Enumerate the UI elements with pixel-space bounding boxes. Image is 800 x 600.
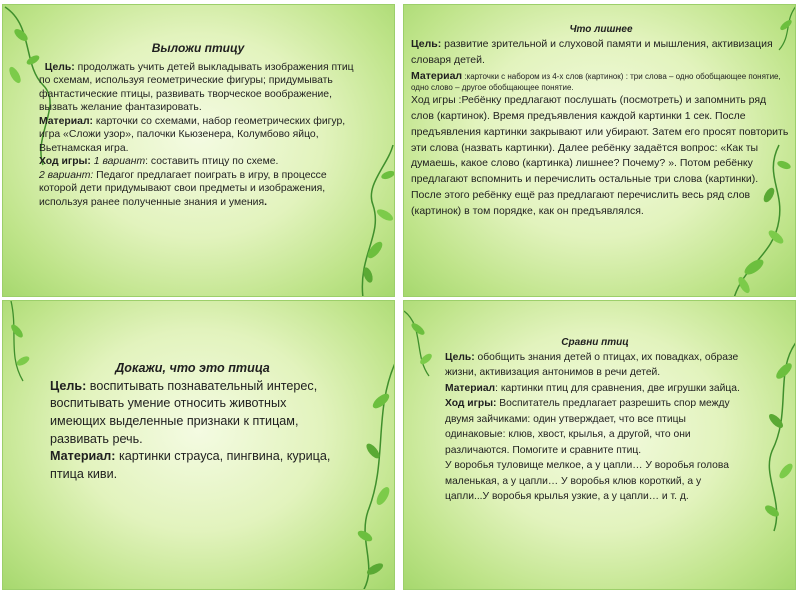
goal-label: Цель: (411, 38, 442, 50)
goal-text: развитие зрительной и слуховой памяти и мышления, активизация словаря детей. (411, 38, 773, 66)
play-paragraph: Ход игры :Ребёнку предлагают послушать (посмотреть) и запомнить ряд слов (картинок). Время предъявления каждой картинки 1 сек. После предъявления картинки закрывают или убирают. Затем его просят повторить эти слова (назвать картинки). Далее ребёнку задаётся вопрос: «Как ты думаешь, какое слово (картинка) лишнее? Почему? ». Потом ребёнку предлагают вспомнить и перечислить остальные три слова (картинки). После этого ребёнку ещё раз предлагают перечислить весь ряд слов (картинок) в том порядке, как он предъявлялся. (411, 94, 789, 217)
material-text: карточки со схемами, набор геометрических фигур, игра «Сложи узор», палочки Кьюзенера, Колумбово яйцо, Вьетнамская игра. (39, 115, 346, 154)
goal-text: воспитывать познавательный интерес, воспитывать умение относить животных имеющих выделенные признаки к птицам, развивать речь. (50, 378, 318, 446)
goal-paragraph (411, 37, 791, 69)
variant1-text: : составить птицу по схеме. (145, 156, 279, 168)
material-paragraph (445, 381, 745, 396)
card-dokazhi-chto-eto-ptitsa (2, 300, 395, 590)
goal-label: Цель: (445, 352, 475, 363)
material-text: : картинки птиц для сравнения, две игрушки зайца. (495, 382, 740, 394)
goal-text: продолжать учить детей выкладывать изображения птиц по схемам, используя геометрические фигуры; придумывать фантастические птицы, развивать творческое воображение, вызвать желание фантазировать. (39, 61, 354, 114)
material-paragraph (411, 69, 791, 94)
goal-paragraph (39, 61, 357, 115)
compare-paragraph: У воробья туловище мелкое, а у цапли… У воробья голова маленькая, а у цапли… У воробья клюв короткий, а у цапли...У воробья крылья узкие, а у цапли… и т. д. (445, 460, 729, 502)
play-label: Ход игры: (445, 398, 497, 410)
card-sravni-ptits (403, 300, 796, 590)
play-text: Воспитатель предлагает разрешить спор между двумя зайчиками: один утверждает, что все птицы одинаковые: клюв, хвост, крылья, а другой, что они различаются. Помогите и сравните птиц. (445, 398, 730, 456)
card-title: Докажи, что это птица (115, 361, 270, 375)
material-paragraph (39, 115, 357, 156)
goal-paragraph (445, 350, 745, 381)
variant2-end: . (264, 196, 267, 208)
goal-paragraph (50, 378, 335, 449)
card-content (50, 360, 335, 483)
card-title: Выложи птицу (151, 41, 245, 55)
goal-label: Цель: (44, 61, 75, 73)
material-label: Материал (411, 69, 463, 82)
material-text: :карточки с набором из 4-х слов (картинок) : три слова – одно обобщающее понятие, одно слово – другое обобщающее понятие. (411, 71, 781, 92)
material-label: Материал (445, 382, 496, 394)
play-paragraph (445, 396, 745, 458)
play-label: Ход игры: (39, 156, 91, 168)
material-paragraph (50, 448, 335, 483)
material-label: Материал: (50, 449, 116, 464)
variant2-label: 2 вариант: (39, 169, 94, 181)
variant2-text: Педагог предлагает поиграть в игру, в процессе которой дети придумывают свои предметы и изображения, используя ранее полученные знания и умения (39, 169, 327, 208)
play-paragraph (39, 155, 357, 209)
card-vylozhi-ptitsu (2, 4, 395, 297)
card-content (411, 22, 791, 219)
card-content (39, 41, 357, 209)
card-title: Что лишнее (569, 24, 633, 35)
goal-label: Цель: (50, 378, 87, 393)
material-text: картинки страуса, пингвина, курица, птица киви. (50, 449, 331, 481)
material-label: Материал: (39, 115, 94, 127)
variant1-label: 1 вариант (90, 156, 146, 168)
card-chto-lishnee (403, 4, 796, 297)
goal-text: обобщить знания детей о птицах, их повадках, образе жизни, активизация антонимов в речи детей. (445, 352, 739, 379)
card-title: Сравни птиц (561, 337, 629, 348)
card-content (445, 335, 745, 504)
